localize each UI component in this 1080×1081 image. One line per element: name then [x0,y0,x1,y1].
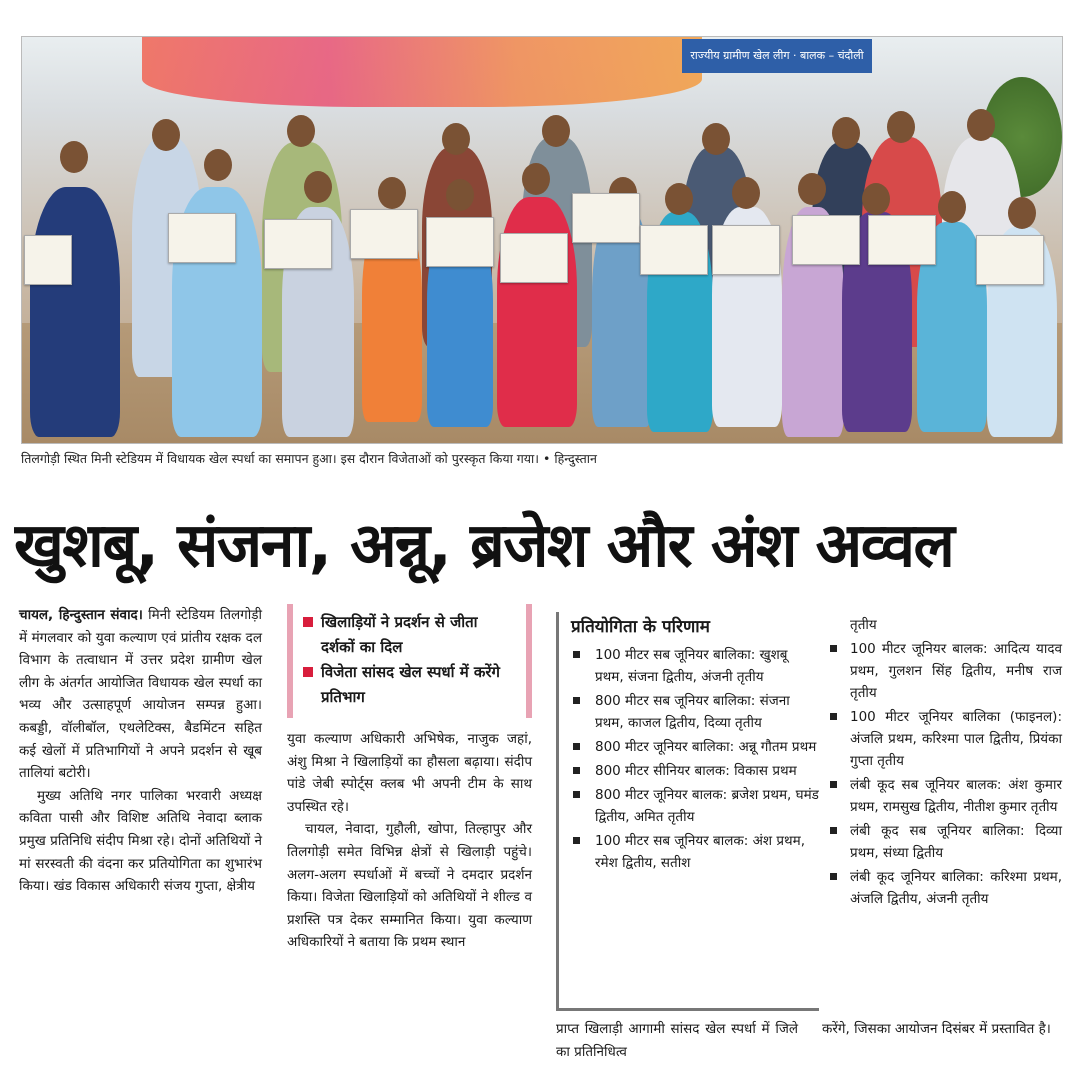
article-bottom-1: प्राप्त खिलाड़ी आगामी सांसद खेल स्पर्धा में जिले का प्रतिनिधित्व [556,1021,798,1060]
result-item: 100 मीटर सब जूनियर बालिका: खुशबू प्रथम, संजना द्वितीय, अंजनी तृतीय [559,644,819,688]
photo-caption: तिलगोड़ी स्थित मिनी स्टेडियम में विधायक खेल स्पर्धा का समापन हुआ। इस दौरान विजेताओं को पुरस्कृत किया गया। • हिन्दुस्तान [21,451,597,466]
result-item: 100 मीटर सब जूनियर बालक: अंश प्रथम, रमेश द्वितीय, सतीश [559,830,819,874]
article-column-2 [287,604,532,954]
highlight-item: विजेता सांसद खेल स्पर्धा में करेंगे प्रतिभाग [303,660,516,710]
photo-banner: राज्यीय ग्रामीण खेल लीग · बालक – चंदौली [682,39,872,73]
result-item: लंबी कूद सब जूनियर बालिका: दिव्या प्रथम, संध्या द्वितीय [822,820,1062,864]
article-para-1: चायल, हिन्दुस्तान संवाद। मिनी स्टेडियम तिलगोड़ी में मंगलवार को युवा कल्याण एवं प्रांतीय रक्षक दल विभाग के तत्वाधान में उत्तर प्रदेश ग्रामीण खेल लीग के अंतर्गत आयोजित विधायक खेल स्पर्धा का भव्य और उत्साहपूर्ण आयोजन सम्पन्न हुआ। कबड्डी, वॉलीबॉल, एथलेटिक्स, बैडमिंटन सहित कई खेलों में प्रतिभागियों ने अपने प्रदर्शन से खूब तालियां बटोरी। [19,607,263,782]
result-item: 800 मीटर जूनियर बालिका: अन्नू गौतम प्रथम [559,736,819,758]
highlight-item: खिलाड़ियों ने प्रदर्शन से जीता दर्शकों का दिल [303,610,516,660]
byline: चायल, हिन्दुस्तान संवाद। [19,607,143,623]
article-para-2: मुख्य अतिथि नगर पालिका भरवारी अध्यक्ष कविता पासी और विशिष्ट अतिथि नेवादा ब्लाक प्रमुख प्रतिनिधि संदीप मिश्रा रहे। दोनों अतिथियों ने मां सरस्वती की वंदना कर प्रतियोगिता का शुभारंभ किया। खंड विकास अधिकारी संजय गुप्ता, क्षेत्रीय [19,787,262,895]
article-para-3: युवा कल्याण अधिकारी अभिषेक, नाजुक जहां, अंशु मिश्रा ने खिलाड़ियों का हौसला बढ़ाया। संदीप पांडे जेबी स्पोर्ट्स क्लब भी अपनी टीम के साथ उपस्थित रहे। [287,731,532,815]
article-bottom-2: करेंगे, जिसका आयोजन दिसंबर में प्रस्तावित है। [822,1021,1051,1037]
highlights-box [287,604,532,718]
headline: खुशबू, संजना, अन्नू, ब्रजेश और अंश अव्वल [14,510,954,581]
article-column-1 [19,604,262,898]
news-photo [21,36,1063,444]
result-item: लंबी कूद सब जूनियर बालक: अंश कुमार प्रथम, रामसुख द्वितीय, नीतीश कुमार तृतीय [822,774,1062,818]
result-item: 800 मीटर सीनियर बालक: विकास प्रथम [559,760,819,782]
results-title: प्रतियोगिता के परिणाम [571,617,710,637]
photo-canopy [142,37,702,107]
results-box [556,612,819,1011]
result-item: 100 मीटर जूनियर बालक: आदित्य यादव प्रथम, गुलशन सिंह द्वितीय, मनीष राज तृतीय [822,638,1062,704]
result-item-continued: तृतीय [850,617,877,633]
result-item: 800 मीटर जूनियर बालक: ब्रजेश प्रथम, घमंड द्वितीय, अमित तृतीय [559,784,819,828]
result-item: लंबी कूद जूनियर बालिका: करिश्मा प्रथम, अंजलि द्वितीय, अंजनी तृतीय [822,866,1062,910]
result-item: 100 मीटर जूनियर बालिका (फाइनल): अंजलि प्रथम, करिश्मा पाल द्वितीय, प्रियंका गुप्ता तृतीय [822,706,1062,772]
article-para-4: चायल, नेवादा, गुहौली, खोपा, तिल्हापुर और तिलगोड़ी समेत विभिन्न क्षेत्रों से खिलाड़ी पहुंचे। अलग-अलग स्पर्धाओं में बच्चों ने दमदार प्रदर्शन किया। विजेता खिलाड़ियों को अतिथियों ने शील्ड व प्रशस्ति पत्र देकर सम्मानित किया। युवा कल्याण अधिकारियों ने बताया कि प्रथम स्थान [287,821,532,951]
result-item: 800 मीटर सब जूनियर बालिका: संजना प्रथम, काजल द्वितीय, दिव्या तृतीय [559,690,819,734]
results-column-2 [822,612,1062,910]
